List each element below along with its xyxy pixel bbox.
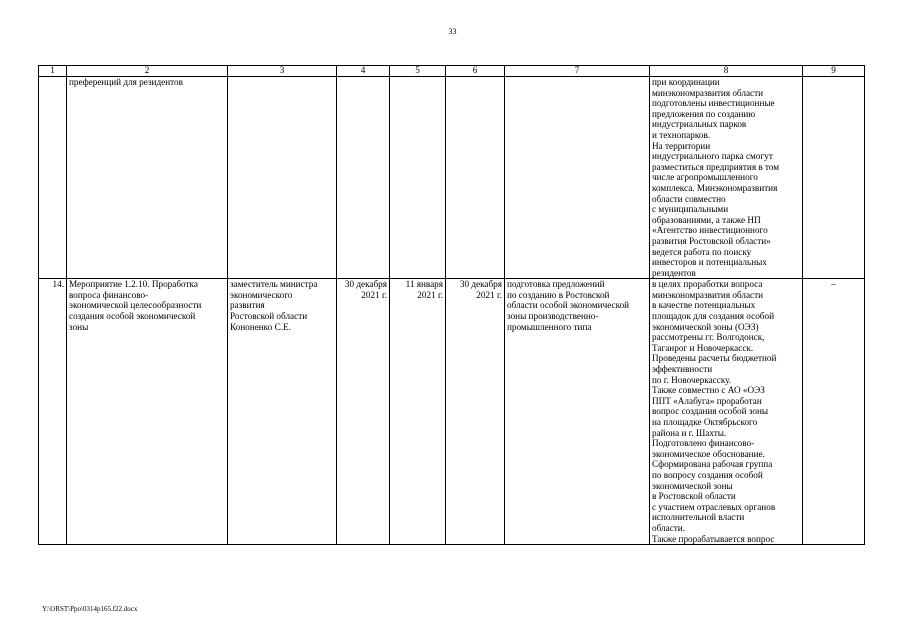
text-line: разместиться предприятия в том [652, 161, 780, 172]
text-line: экономическое обоснование. [652, 448, 765, 459]
text-line: вопроса финансово- [69, 289, 149, 300]
text-line: ведется работа по поиску [652, 246, 752, 257]
text-line: Проведены расчеты бюджетной [652, 353, 777, 364]
text-line: предложения по созданию [652, 108, 756, 119]
text-line: зоны [69, 321, 89, 332]
page-number: 33 [448, 27, 457, 36]
text-line: 11 января [405, 279, 443, 290]
text-line: экономической зоны (ОЭЗ) [652, 321, 759, 332]
text-line: в целях проработки вопроса [652, 279, 763, 290]
text-line: на площадке Октябрьского [652, 417, 758, 427]
column-header: 7 [505, 66, 650, 77]
responsible-cell [228, 77, 337, 279]
text-line: экономического [230, 289, 293, 300]
column-header: 9 [803, 66, 865, 77]
column-header: 5 [390, 66, 446, 77]
text-line: рассмотрены гг. Волгодонск, [652, 332, 765, 343]
text-line: подготовка предложений [507, 279, 605, 290]
expected-result-cell [505, 77, 650, 279]
text-line: образованиями, а также НП [652, 214, 761, 225]
text-line: минэкономразвития области [652, 289, 764, 300]
actual-result-cell [650, 77, 803, 279]
column-header: 3 [228, 66, 337, 77]
measure-cell [67, 279, 228, 545]
text-line: Подготовлено финансово- [652, 438, 755, 449]
text-line: Сформирована рабочая группа [652, 459, 773, 470]
text-line: Мероприятие 1.2.10. Проработка [69, 279, 198, 290]
text-line: экономической целесообразности [69, 300, 202, 311]
text-line: индустриальных парков [652, 119, 747, 130]
text-line: создания особой экономической [69, 311, 196, 322]
actual-result-cell [650, 279, 803, 545]
text-line: инвесторов и потенциальных [652, 257, 767, 268]
text-line: в качестве потенциальных [652, 300, 756, 311]
text-line: исполнительной власти [652, 512, 745, 523]
text-line: вопрос создания особой зоны [652, 406, 769, 417]
text-line: промышленного типа [507, 321, 592, 332]
text-line: 30 декабря [344, 279, 387, 290]
responsible-cell [228, 279, 337, 545]
text-line: индустриального парка смогут [652, 151, 773, 162]
text-line: Кононенко С.Е. [230, 321, 291, 332]
text-line: и технопарков. [652, 129, 711, 140]
text-line: с муниципальными [652, 204, 729, 215]
text-line: преференций для резидентов [69, 77, 183, 87]
column-header: 2 [67, 66, 228, 77]
text-line: Также прорабатывается вопрос [652, 533, 775, 544]
text-line: района и г. Шахты. [652, 427, 727, 438]
footer-file-path: Y:\ORST\Ppo\0314p165.f22.docx [42, 605, 138, 613]
text-line: Ростовской области [230, 311, 308, 322]
report-table [38, 65, 865, 545]
column-header: 8 [650, 66, 803, 77]
measure-cell [67, 77, 228, 279]
notes-cell: – [803, 279, 865, 545]
text-line: площадок для создания особой [652, 311, 774, 322]
end-date-cell [446, 77, 505, 279]
text-line: области совместно [652, 193, 726, 204]
text-line: На территории [652, 140, 711, 151]
column-header: 4 [337, 66, 390, 77]
table-row-14 [39, 279, 865, 545]
expected-result-cell [505, 279, 650, 545]
text-line: «Агентство инвестиционного [652, 225, 768, 236]
text-line: области особой экономической [507, 300, 630, 311]
text-line: 2021 г. [417, 289, 443, 300]
text-line: эффективности [652, 364, 713, 375]
table-row-continuation [39, 77, 865, 279]
text-line: комплекса. Минэкономразвития [652, 182, 778, 193]
text-line: 30 декабря [459, 279, 502, 290]
text-line: ППТ «Алабуга» проработан [652, 395, 762, 406]
text-line: развития Ростовской области» [652, 235, 771, 246]
text-line: зоны производственно- [507, 311, 599, 322]
notes-cell [803, 77, 865, 279]
text-line: по г. Новочеркасску. [652, 374, 732, 385]
planned-date-cell [337, 279, 390, 545]
text-line: Таганрог и Новочеркасск. [652, 342, 754, 353]
text-line: числе агропромышленного [652, 172, 758, 183]
text-line: заместитель министра [230, 279, 318, 290]
text-line: по созданию в Ростовской [507, 289, 610, 300]
text-line: при координации [652, 77, 720, 87]
column-header: 1 [39, 66, 67, 77]
text-line: с участием отраслевых органов [652, 501, 776, 512]
planned-date-cell [337, 77, 390, 279]
text-line: подготовлены инвестиционные [652, 98, 775, 109]
text-line: по вопросу создания особой [652, 469, 763, 480]
text-line: резидентов [652, 267, 696, 278]
row-number-cell [39, 77, 67, 279]
text-line: 2021 г. [361, 289, 387, 300]
text-line: 2021 г. [476, 289, 502, 300]
header-row [39, 66, 865, 77]
text-line: развития [230, 300, 265, 311]
text-line: экономической зоны [652, 480, 733, 491]
text-line: в Ростовской области [652, 491, 736, 502]
text-line: Также совместно с АО «ОЭЗ [652, 385, 765, 396]
start-date-cell [390, 77, 446, 279]
start-date-cell [390, 279, 446, 545]
column-header: 6 [446, 66, 505, 77]
text-line: области. [652, 522, 686, 533]
text-line: минэкономразвития области [652, 87, 764, 98]
end-date-cell [446, 279, 505, 545]
row-number-cell: 14. [39, 279, 67, 545]
